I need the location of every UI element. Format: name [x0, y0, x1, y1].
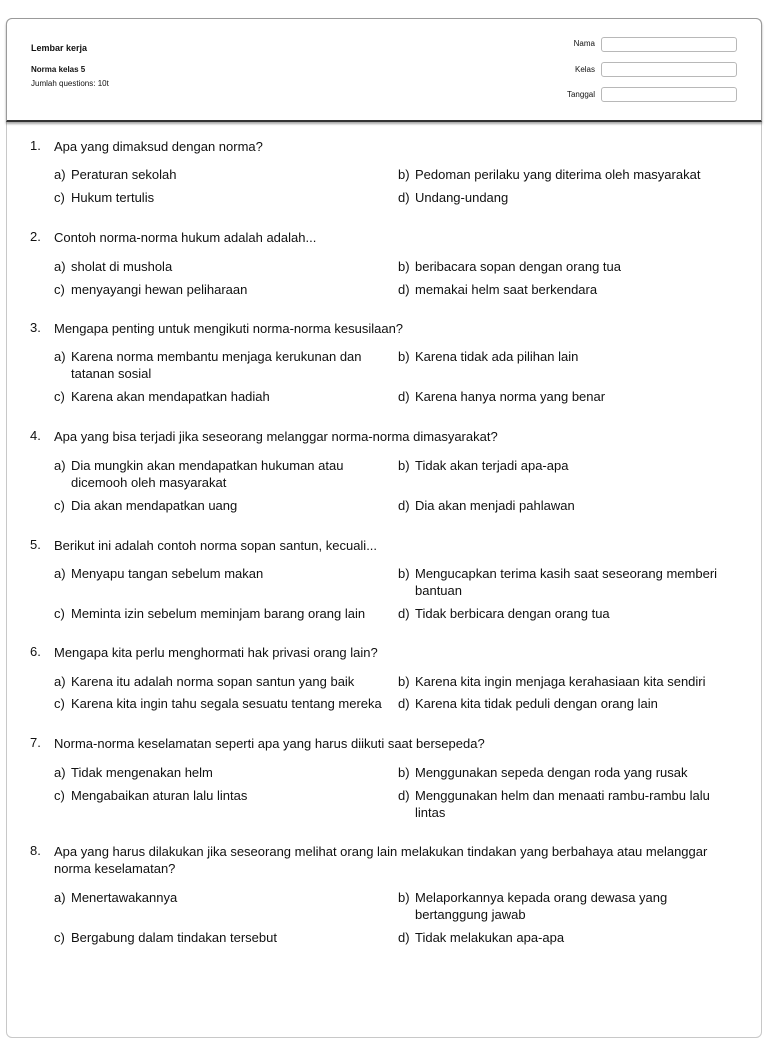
option-letter: b) — [398, 458, 410, 473]
option-text: Tidak melakukan apa-apa — [415, 930, 565, 945]
option-letter: a) — [54, 167, 66, 182]
question-number: 1. — [30, 138, 41, 153]
question-text: Mengapa penting untuk mengikuti norma-norma kesusilaan? — [54, 321, 404, 336]
question-text: Apa yang bisa terjadi jika seseorang melanggar norma-norma dimasyarakat? — [54, 429, 498, 444]
option-text: Menggunakan helm dan menaati rambu-rambu lalu lintas — [415, 788, 710, 820]
option-letter: d) — [398, 389, 410, 404]
option-letter: a) — [54, 458, 66, 473]
option-letter: c) — [54, 788, 65, 803]
option-letter: a) — [54, 674, 66, 689]
question-text: Apa yang harus dilakukan jika seseorang melihat orang lain melakukan tindakan yang berbahaya atau melanggar norma keselamatan? — [54, 844, 708, 876]
question-text: Norma-norma keselamatan seperti apa yang harus diikuti saat bersepeda? — [54, 736, 485, 751]
option-text: Hukum tertulis — [71, 190, 155, 205]
option-letter: b) — [398, 890, 410, 905]
option-letter: d) — [398, 190, 410, 205]
option-letter: d) — [398, 696, 410, 711]
option-letter: b) — [398, 259, 410, 274]
option-letter: a) — [54, 566, 66, 581]
option-text: Karena kita ingin tahu segala sesuatu tentang mereka — [71, 696, 382, 711]
question-text: Apa yang dimaksud dengan norma? — [54, 139, 263, 154]
class-field[interactable] — [601, 62, 737, 77]
worksheet-subtitle: Norma kelas 5 — [31, 65, 86, 74]
option-letter: c) — [54, 606, 65, 621]
option-text: Peraturan sekolah — [71, 167, 177, 182]
option-text: Karena hanya norma yang benar — [415, 389, 606, 404]
question-count: Jumlah questions: 10t — [31, 79, 109, 88]
option-text: Karena kita ingin menjaga kerahasiaan kita sendiri — [415, 674, 706, 689]
worksheet-title: Lembar kerja — [31, 43, 88, 53]
class-label: Kelas — [574, 65, 595, 74]
option-letter: d) — [398, 282, 410, 297]
option-text: Dia akan mendapatkan uang — [71, 498, 238, 513]
option-letter: d) — [398, 498, 410, 513]
option-letter: c) — [54, 389, 65, 404]
option-text: Mengucapkan terima kasih saat seseorang memberi bantuan — [415, 566, 718, 598]
option-text: Karena tidak ada pilihan lain — [415, 349, 579, 364]
option-text: Undang-undang — [415, 190, 509, 205]
question-number: 4. — [30, 428, 41, 443]
option-letter: b) — [398, 167, 410, 182]
question-text: Contoh norma-norma hukum adalah adalah... — [54, 230, 317, 245]
option-text: Meminta izin sebelum meminjam barang orang lain — [71, 606, 366, 621]
option-letter: d) — [398, 930, 410, 945]
name-label: Nama — [573, 39, 595, 48]
option-letter: c) — [54, 282, 65, 297]
option-text: Menyapu tangan sebelum makan — [71, 566, 264, 581]
option-text: Karena kita tidak peduli dengan orang lain — [415, 696, 658, 711]
option-text: Dia akan menjadi pahlawan — [415, 498, 575, 513]
option-text: Karena norma membantu menjaga kerukunan dan tatanan sosial — [71, 349, 362, 381]
question-number: 6. — [30, 644, 41, 659]
option-text: Dia mungkin akan mendapatkan hukuman atau dicemooh oleh masyarakat — [71, 458, 344, 490]
option-text: Bergabung dalam tindakan tersebut — [71, 930, 277, 945]
question-number: 5. — [30, 537, 41, 552]
option-text: Melaporkannya kepada orang dewasa yang bertanggung jawab — [415, 890, 668, 922]
option-text: Menggunakan sepeda dengan roda yang rusak — [415, 765, 688, 780]
question-text: Berikut ini adalah contoh norma sopan santun, kecuali... — [54, 538, 378, 553]
option-letter: d) — [398, 788, 410, 803]
option-text: beribacara sopan dengan orang tua — [415, 259, 621, 274]
option-letter: b) — [398, 566, 410, 581]
option-text: memakai helm saat berkendara — [415, 282, 598, 297]
option-text: Menertawakannya — [71, 890, 178, 905]
option-letter: b) — [398, 765, 410, 780]
option-letter: d) — [398, 606, 410, 621]
option-letter: c) — [54, 930, 65, 945]
option-text: Tidak mengenakan helm — [71, 765, 213, 780]
option-text: Mengabaikan aturan lalu lintas — [71, 788, 248, 803]
option-letter: c) — [54, 190, 65, 205]
option-letter: c) — [54, 696, 65, 711]
option-text: Tidak berbicara dengan orang tua — [415, 606, 610, 621]
question-text: Mengapa kita perlu menghormati hak privasi orang lain? — [54, 645, 378, 660]
date-field[interactable] — [601, 87, 737, 102]
question-number: 3. — [30, 320, 41, 335]
option-letter: a) — [54, 765, 66, 780]
option-letter: a) — [54, 259, 66, 274]
option-text: Karena itu adalah norma sopan santun yang baik — [71, 674, 355, 689]
option-text: Karena akan mendapatkan hadiah — [71, 389, 270, 404]
option-text: Pedoman perilaku yang diterima oleh masyarakat — [415, 167, 701, 182]
question-number: 8. — [30, 843, 41, 858]
date-label: Tanggal — [566, 90, 595, 99]
name-field[interactable] — [601, 37, 737, 52]
worksheet-header — [6, 18, 762, 122]
question-number: 2. — [30, 229, 41, 244]
option-letter: b) — [398, 674, 410, 689]
option-letter: a) — [54, 349, 66, 364]
option-letter: c) — [54, 498, 65, 513]
option-letter: a) — [54, 890, 66, 905]
question-number: 7. — [30, 735, 41, 750]
option-letter: b) — [398, 349, 410, 364]
option-text: Tidak akan terjadi apa-apa — [415, 458, 569, 473]
option-text: sholat di mushola — [71, 259, 173, 274]
option-text: menyayangi hewan peliharaan — [71, 282, 248, 297]
